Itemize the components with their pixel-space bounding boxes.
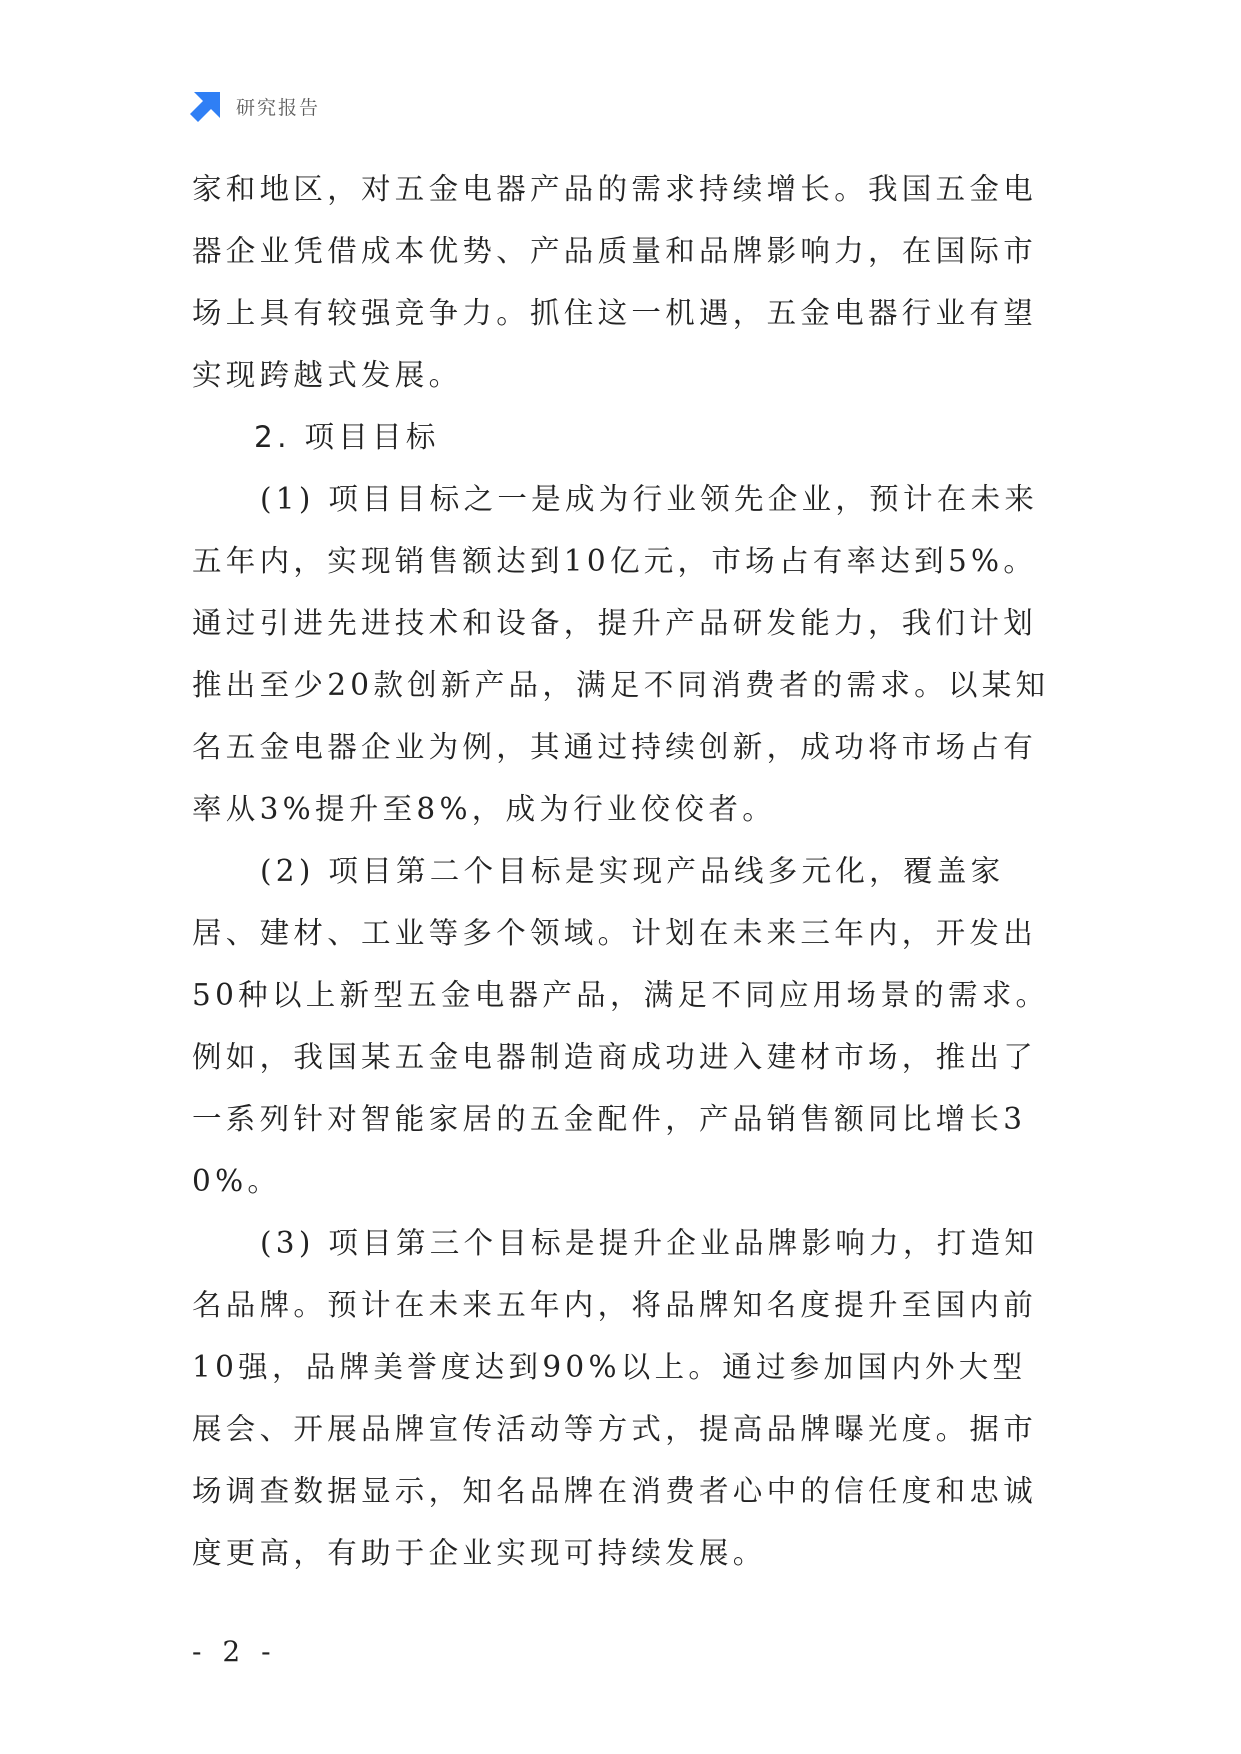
page-number: - 2 - bbox=[192, 1635, 277, 1668]
document-body bbox=[192, 158, 1060, 1584]
section-heading bbox=[192, 406, 1060, 468]
header-label: 研究报告 bbox=[236, 96, 321, 119]
paragraph-goal-3: (3) 项目第三个目标是提升企业品牌影响力，打造知名品牌。预计在未来五年内，将品牌知名度提升至国内前10强，品牌美誉度达到90%以上。通过参加国内外大型展会、开展品牌宣传活动等方式，提高品牌曝光度。据市场调查数据显示，知名品牌在消费者心中的信任度和忠诚度更高，有助于企业实现可持续发展。 bbox=[192, 1226, 1039, 1570]
section-title: 项目目标 bbox=[304, 420, 440, 454]
paragraph-goal-2: (2) 项目第二个目标是实现产品线多元化，覆盖家居、建材、工业等多个领域。计划在未来三年内，开发出50种以上新型五金电器产品，满足不同应用场景的需求。例如，我国某五金电器制造商成功进入建材市场，推出了一系列针对智能家居的五金配件，产品销售额同比增长30%。 bbox=[192, 854, 1050, 1198]
arrow-up-right-icon bbox=[190, 90, 222, 122]
section-number: 2. bbox=[254, 420, 291, 454]
paragraph-continuation: 家和地区，对五金电器产品的需求持续增长。我国五金电器企业凭借成本优势、产品质量和品牌影响力，在国际市场上具有较强竞争力。抓住这一机遇，五金电器行业有望实现跨越式发展。 bbox=[192, 172, 1038, 392]
paragraph-goal-1: (1) 项目目标之一是成为行业领先企业，预计在未来五年内，实现销售额达到10亿元，市场占有率达到5%。通过引进先进技术和设备，提升产品研发能力，我们计划推出至少20款创新产品，满足不同消费者的需求。以某知名五金电器企业为例，其通过持续创新，成功将市场占有率从3%提升至8%，成为行业佼佼者。 bbox=[192, 482, 1050, 826]
report-header bbox=[190, 88, 320, 124]
